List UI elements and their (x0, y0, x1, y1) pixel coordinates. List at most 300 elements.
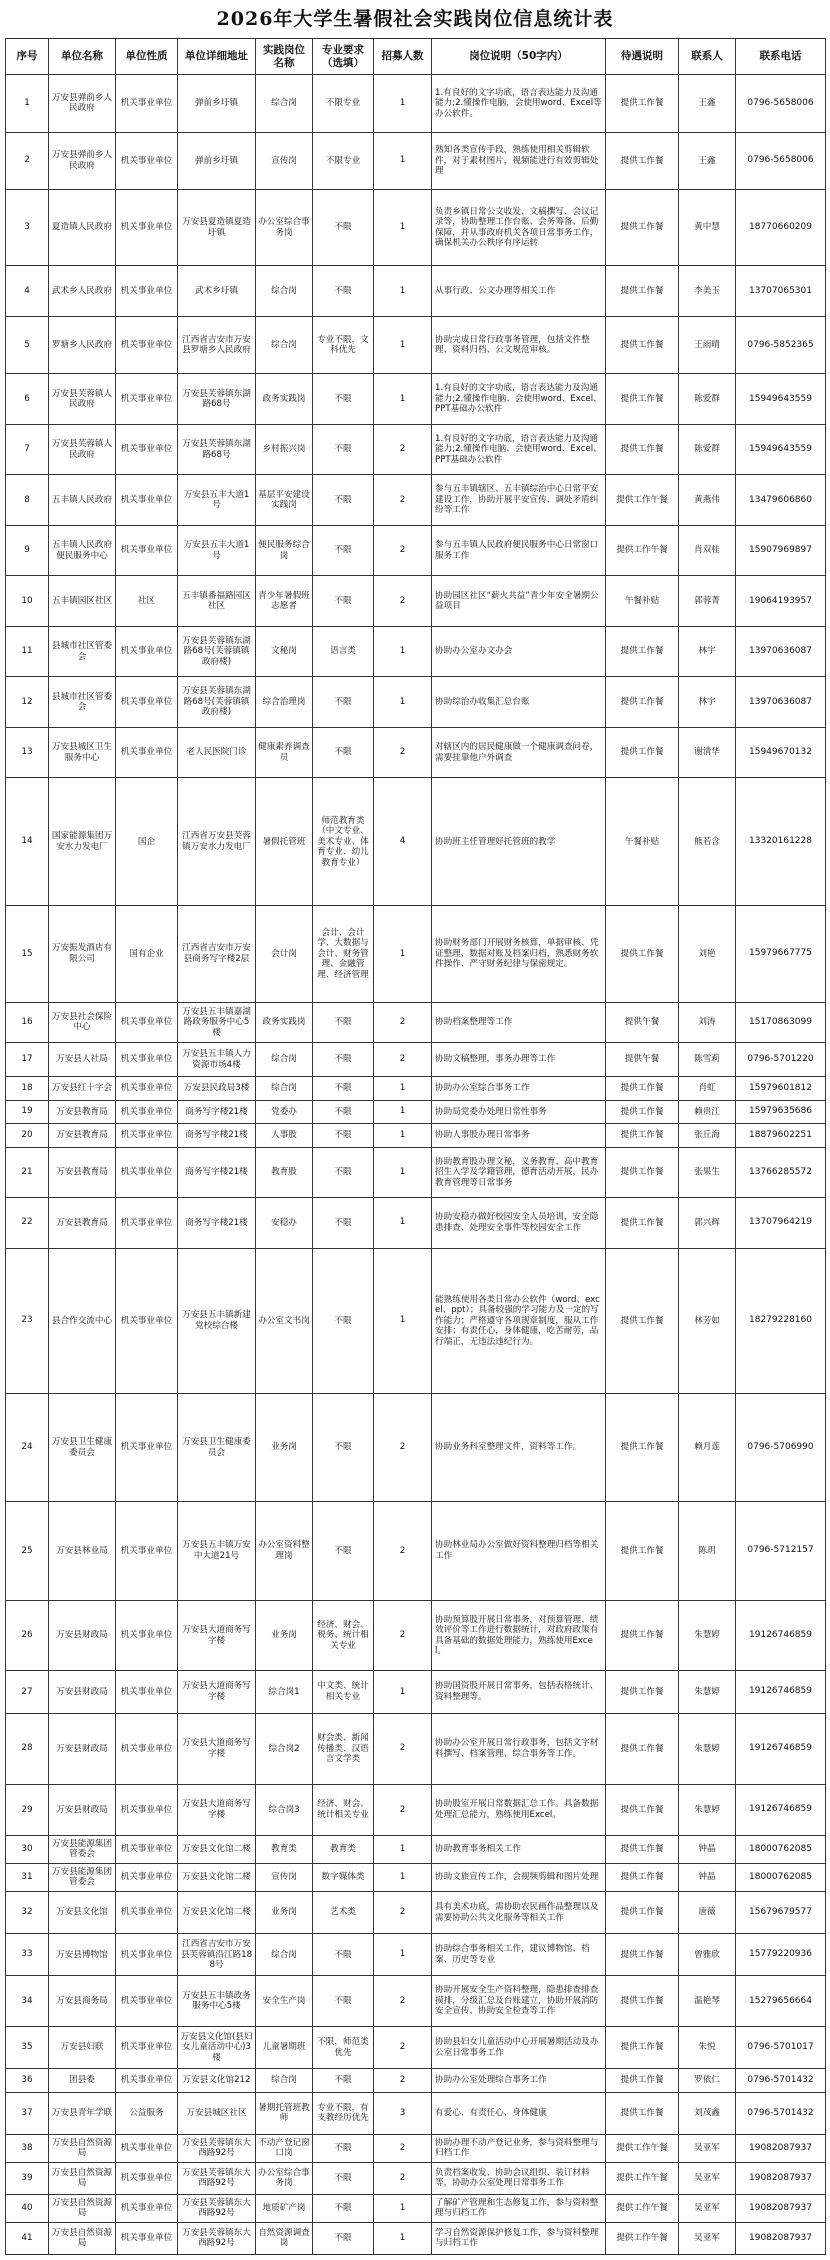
cell-address: 万安县卫生健康委员会 (178, 1394, 256, 1502)
cell-index: 14 (6, 778, 49, 906)
cell-description: 协助档案整理等工作 (432, 1002, 606, 1042)
cell-unit-name: 万安县财政局 (49, 1671, 116, 1713)
cell-unit-type: 机关事业单位 (116, 677, 178, 727)
cell-major: 不限专业 (313, 75, 374, 133)
cell-description: 协助安稳办做好校园安全人员培训，安全隐患排查、处理安全事件等校园安全工作 (432, 1198, 606, 1248)
cell-description: 协助县妇女儿童活动中心开展暑期活动及办公室日常事务工作 (432, 2026, 606, 2068)
cell-index: 15 (6, 906, 49, 1002)
cell-index: 6 (6, 374, 49, 424)
cell-unit-name: 万安县博物馆 (49, 1934, 116, 1976)
cell-address: 万安县芙蓉镇东大西路92号 (178, 2194, 256, 2222)
table-row (6, 190, 826, 266)
table-row (6, 1785, 826, 1835)
cell-benefits: 提供工作餐 (606, 2092, 679, 2134)
cell-benefits: 提供工作餐 (606, 1934, 679, 1976)
cell-contact: 朱悦 (679, 2026, 736, 2068)
cell-unit-type: 机关事业单位 (116, 1713, 178, 1785)
cell-benefits: 提供工作餐 (606, 1198, 679, 1248)
cell-major: 不限 (313, 1976, 374, 2026)
table-row (6, 2134, 826, 2162)
table-row (6, 424, 826, 474)
cell-benefits: 提供工作餐 (606, 1976, 679, 2026)
cell-address: 万安县文化馆二楼 (178, 1835, 256, 1863)
cell-benefits: 提供工作餐 (606, 75, 679, 133)
cell-description: 学习自然资源保护修复工作，参与资料整理与归档工作 (432, 2222, 606, 2254)
cell-unit-type: 机关事业单位 (116, 1502, 178, 1601)
cell-count: 1 (374, 374, 432, 424)
cell-benefits: 提供工作餐 (606, 1671, 679, 1713)
cell-index: 41 (6, 2222, 49, 2254)
cell-benefits: 提供工作餐 (606, 424, 679, 474)
cell-unit-type: 机关事业单位 (116, 1002, 178, 1042)
cell-unit-name: 国家能源集团万安水力发电厂 (49, 778, 116, 906)
cell-description: 负责档案收发、协助会议组织、装订材料等，协助办公室处理日常事务工作 (432, 2163, 606, 2195)
cell-benefits: 提供工作餐 (606, 1835, 679, 1863)
cell-index: 3 (6, 190, 49, 266)
cell-major: 会计、会计学、大数据与会计、财务管理、金融管理、经济管理 (313, 906, 374, 1002)
cell-position: 综合岗 (256, 266, 313, 316)
cell-address: 万安县大道商务写字楼 (178, 1671, 256, 1713)
column-header-description: 岗位说明（50字内） (432, 39, 606, 75)
column-header-unit-name: 单位名称 (49, 39, 116, 75)
cell-index: 29 (6, 1785, 49, 1835)
column-header-count: 招募人数 (374, 39, 432, 75)
cell-contact: 温艳琴 (679, 1976, 736, 2026)
cell-index: 9 (6, 525, 49, 575)
cell-description: 具有美术功底，需协助农民画作品整理以及需要协助公共文化服务等相关工作 (432, 1891, 606, 1933)
cell-index: 37 (6, 2092, 49, 2134)
table-row (6, 1835, 826, 1863)
cell-unit-name: 五丰镇园区社区 (49, 576, 116, 626)
table-row (6, 2163, 826, 2195)
cell-description: 协助局党委办处理日常性事务 (432, 1100, 606, 1123)
cell-count: 2 (374, 1394, 432, 1502)
cell-address: 商务写字楼21楼 (178, 1124, 256, 1147)
cell-address: 江西省吉安市万安县芙蓉镇沿江路188号 (178, 1934, 256, 1976)
cell-count: 1 (374, 75, 432, 133)
table-row (6, 1976, 826, 2026)
cell-unit-name: 万安县社会保险中心 (49, 1002, 116, 1042)
cell-unit-type: 机关事业单位 (116, 1671, 178, 1713)
cell-position: 安全生产岗 (256, 1976, 313, 2026)
cell-count: 2 (374, 2069, 432, 2092)
table-row (6, 2194, 826, 2222)
cell-description: 了解矿产管理和生态修复工作，参与资料整理与归档工作 (432, 2194, 606, 2222)
cell-unit-type: 机关事业单位 (116, 1124, 178, 1147)
cell-contact: 肖虹 (679, 1077, 736, 1100)
cell-index: 11 (6, 626, 49, 676)
cell-index: 30 (6, 1835, 49, 1863)
cell-address: 万安县五丰镇万安中大道21号 (178, 1502, 256, 1601)
cell-address: 万安县大道商务写字楼 (178, 1600, 256, 1670)
cell-major: 中文类、统计相关专业 (313, 1671, 374, 1713)
cell-position: 青少年暑假班志愿者 (256, 576, 313, 626)
column-header-address: 单位详细地址 (178, 39, 256, 75)
cell-unit-name: 万安县自然资源局 (49, 2163, 116, 2195)
cell-count: 1 (374, 1198, 432, 1248)
cell-description: 协助办公室综合事务工作 (432, 1077, 606, 1100)
cell-position: 业务岗 (256, 1394, 313, 1502)
cell-position: 政务实践岗 (256, 374, 313, 424)
cell-description: 从事行政、公文办理等相关工作 (432, 266, 606, 316)
cell-count: 2 (374, 1976, 432, 2026)
cell-contact: 王雨晴 (679, 316, 736, 374)
cell-index: 8 (6, 475, 49, 525)
cell-address: 万安县五丰镇政务服务中心5楼 (178, 1976, 256, 2026)
cell-unit-type: 机关事业单位 (116, 75, 178, 133)
table-row (6, 266, 826, 316)
cell-unit-type: 机关事业单位 (116, 1600, 178, 1670)
cell-phone: 13766285572 (736, 1147, 826, 1197)
cell-description: 负责乡镇日常公文收发、文稿撰写、会议记录等，协助整理工作台账、会务筹备、后勤保障，并从事政府机关各项日常事务工作，确保机关办公秩序有序运转 (432, 190, 606, 266)
cell-address: 万安县五丰镇人力资源市场4楼 (178, 1043, 256, 1077)
cell-position: 自然资源调查岗 (256, 2222, 313, 2254)
cell-unit-name: 万安县教育局 (49, 1124, 116, 1147)
cell-unit-type: 机关事业单位 (116, 1863, 178, 1891)
cell-benefits: 提供工作餐 (606, 1713, 679, 1785)
positions-table (5, 38, 826, 2255)
cell-major: 不限 (313, 2194, 374, 2222)
cell-contact: 王鑫 (679, 75, 736, 133)
cell-description: 协助办理不动产登记业务，参与资料整理与归档工作 (432, 2134, 606, 2162)
page-title: 2026年大学生暑假社会实践岗位信息统计表 (216, 8, 614, 30)
cell-description: 协助综治办收集汇总台账 (432, 677, 606, 727)
cell-position: 暑期托管班教师 (256, 2092, 313, 2134)
cell-benefits: 提供工作餐 (606, 1147, 679, 1197)
cell-count: 1 (374, 132, 432, 190)
cell-phone: 15779220936 (736, 1934, 826, 1976)
cell-position: 安稳办 (256, 1198, 313, 1248)
cell-address: 万安县芙蓉镇东大西路92号 (178, 2163, 256, 2195)
cell-phone: 19126746859 (736, 1713, 826, 1785)
cell-benefits: 提供工作餐 (606, 1891, 679, 1933)
cell-index: 4 (6, 266, 49, 316)
cell-benefits: 提供工作午餐 (606, 2163, 679, 2195)
cell-contact: 吴亚军 (679, 2163, 736, 2195)
cell-unit-type: 机关事业单位 (116, 1248, 178, 1394)
cell-address: 万安县文化馆212 (178, 2069, 256, 2092)
cell-major: 不限 (313, 1100, 374, 1123)
cell-phone: 18279228160 (736, 1248, 826, 1394)
cell-phone: 19126746859 (736, 1671, 826, 1713)
cell-position: 综合岗 (256, 316, 313, 374)
cell-unit-type: 机关事业单位 (116, 1043, 178, 1077)
cell-index: 22 (6, 1198, 49, 1248)
cell-position: 综合岗 (256, 75, 313, 133)
cell-major: 经济、财会、税务、统计相关专业 (313, 1600, 374, 1670)
table-row (6, 1394, 826, 1502)
table-row (6, 1147, 826, 1197)
cell-phone: 0796-5706990 (736, 1394, 826, 1502)
cell-major: 不限 (313, 727, 374, 777)
cell-unit-name: 万安县芙蓉镇人民政府 (49, 424, 116, 474)
cell-benefits: 提供工作餐 (606, 677, 679, 727)
cell-address: 江西省吉安市万安县罗塘乡人民政府 (178, 316, 256, 374)
cell-major: 专业不限，有支教经历优先 (313, 2092, 374, 2134)
cell-index: 33 (6, 1934, 49, 1976)
cell-contact: 朱慧婷 (679, 1713, 736, 1785)
cell-major: 不限 (313, 266, 374, 316)
cell-count: 2 (374, 1600, 432, 1670)
cell-description: 协助班主任管理好托管班的教学 (432, 778, 606, 906)
cell-index: 10 (6, 576, 49, 626)
column-header-position: 实践岗位名称 (256, 39, 313, 75)
cell-major: 财会类、新闻传播类、汉语言文学类 (313, 1713, 374, 1785)
cell-phone: 0796-5701432 (736, 2092, 826, 2134)
cell-count: 1 (374, 1671, 432, 1713)
table-row (6, 1077, 826, 1100)
cell-unit-name: 万安县教育局 (49, 1147, 116, 1197)
cell-major: 经济、财会、统计相关专业 (313, 1785, 374, 1835)
cell-count: 1 (374, 1147, 432, 1197)
cell-position: 会计岗 (256, 906, 313, 1002)
cell-description: 协助文旅宣传工作，会视频剪辑和图片处理 (432, 1863, 606, 1891)
cell-contact: 吴亚军 (679, 2134, 736, 2162)
cell-major: 不限 (313, 1002, 374, 1042)
cell-count: 1 (374, 1077, 432, 1100)
cell-benefits: 提供工作午餐 (606, 2194, 679, 2222)
cell-contact: 唐薇 (679, 1891, 736, 1933)
cell-count: 2 (374, 475, 432, 525)
cell-address: 老人民医院门诊 (178, 727, 256, 777)
cell-benefits: 提供工作餐 (606, 1502, 679, 1601)
cell-unit-type: 机关事业单位 (116, 132, 178, 190)
cell-description: 1.有良好的文字功底，语言表达能力及沟通能力;2.懂操作电脑、会使用word、Excel、PPT基础办公软件 (432, 424, 606, 474)
cell-benefits: 提供工作餐 (606, 1100, 679, 1123)
cell-contact: 熊若含 (679, 778, 736, 906)
cell-description: 参与五丰镇辖区、五丰镇综治中心日常平安建设工作，协助开展平安宣传、调处矛盾纠纷等工作 (432, 475, 606, 525)
cell-description: 1.有良好的文字功底，语言表达能力及沟通能力;2.懂操作电脑，会使用word、Excel等办公软件。 (432, 75, 606, 133)
cell-index: 18 (6, 1077, 49, 1100)
cell-major: 艺术类 (313, 1891, 374, 1933)
cell-address: 商务写字楼21楼 (178, 1198, 256, 1248)
cell-major: 不限 (313, 2163, 374, 2195)
cell-phone: 18000762085 (736, 1835, 826, 1863)
cell-contact: 罗依仁 (679, 2069, 736, 2092)
cell-position: 办公室文书岗 (256, 1248, 313, 1394)
cell-count: 1 (374, 677, 432, 727)
cell-index: 16 (6, 1002, 49, 1042)
cell-position: 综合岗1 (256, 1671, 313, 1713)
cell-index: 17 (6, 1043, 49, 1077)
cell-major: 不限 (313, 2222, 374, 2254)
cell-unit-name: 万安县红十字会 (49, 1077, 116, 1100)
cell-contact: 刘茂鑫 (679, 2092, 736, 2134)
cell-major: 不限 (313, 1147, 374, 1197)
cell-contact: 曾雅欣 (679, 1934, 736, 1976)
cell-unit-type: 机关事业单位 (116, 2194, 178, 2222)
cell-index: 34 (6, 1976, 49, 2026)
table-row (6, 1248, 826, 1394)
cell-position: 暑假托管班 (256, 778, 313, 906)
cell-contact: 刘涛 (679, 1002, 736, 1042)
cell-unit-type: 机关事业单位 (116, 1976, 178, 2026)
cell-unit-type: 机关事业单位 (116, 1934, 178, 1976)
cell-unit-type: 机关事业单位 (116, 190, 178, 266)
cell-description: 协助股室开展日常数据汇总工作。具备数据处理汇总能力，熟练使用Excel。 (432, 1785, 606, 1835)
cell-description: 参与五丰镇人民政府便民服务中心日常窗口服务工作 (432, 525, 606, 575)
cell-benefits: 提供工作餐 (606, 190, 679, 266)
cell-description: 熟知各类宣传手段，熟练使用相关剪辑软件，对于素材图片，视频能进行有效剪辑处理 (432, 132, 606, 190)
cell-unit-name: 万安县芙蓉镇人民政府 (49, 374, 116, 424)
cell-position: 综合岗 (256, 1934, 313, 1976)
cell-unit-name: 县城市社区管委会 (49, 626, 116, 676)
cell-contact: 吴亚军 (679, 2194, 736, 2222)
cell-phone: 13707065301 (736, 266, 826, 316)
cell-address: 商务写字楼21楼 (178, 1147, 256, 1197)
cell-phone: 19082087937 (736, 2222, 826, 2254)
cell-count: 1 (374, 2194, 432, 2222)
cell-count: 1 (374, 2222, 432, 2254)
cell-unit-name: 万安县卫生健康委员会 (49, 1394, 116, 1502)
cell-contact: 黄中慧 (679, 190, 736, 266)
cell-phone: 19082087937 (736, 2134, 826, 2162)
cell-benefits: 提供工作餐 (606, 1394, 679, 1502)
cell-major: 不限 (313, 2069, 374, 2092)
table-row (6, 1600, 826, 1670)
table-body (6, 75, 826, 2255)
cell-count: 3 (374, 2092, 432, 2134)
cell-description: 协助办公室处理综合事务工作 (432, 2069, 606, 2092)
cell-unit-type: 机关事业单位 (116, 1147, 178, 1197)
cell-contact: 陈玥 (679, 1502, 736, 1601)
table-row (6, 132, 826, 190)
cell-contact: 赖贵江 (679, 1100, 736, 1123)
table-row (6, 2222, 826, 2254)
cell-contact: 朱慧婷 (679, 1600, 736, 1670)
table-row (6, 677, 826, 727)
cell-unit-name: 万安县弹前乡人民政府 (49, 132, 116, 190)
cell-description: 协助教育事务相关工作 (432, 1835, 606, 1863)
cell-major: 不限 (313, 525, 374, 575)
cell-major: 师范教育类（中文专业、美术专业、体育专业、幼儿教育专业） (313, 778, 374, 906)
cell-unit-type: 社区 (116, 576, 178, 626)
table-row (6, 475, 826, 525)
cell-description: 协助人事股办理日常事务 (432, 1124, 606, 1147)
cell-position: 教育股 (256, 1147, 313, 1197)
cell-description: 协助办公室办文办会 (432, 626, 606, 676)
cell-position: 人事股 (256, 1124, 313, 1147)
cell-count: 1 (374, 626, 432, 676)
table-row (6, 1198, 826, 1248)
cell-unit-type: 机关事业单位 (116, 2163, 178, 2195)
cell-count: 2 (374, 525, 432, 575)
cell-benefits: 提供工作餐 (606, 1248, 679, 1394)
cell-unit-name: 夏造镇人民政府 (49, 190, 116, 266)
cell-unit-type: 机关事业单位 (116, 424, 178, 474)
cell-phone: 0796-5658006 (736, 132, 826, 190)
cell-phone: 19064193957 (736, 576, 826, 626)
cell-address: 万安县芙蓉镇东湖路68号 (178, 424, 256, 474)
cell-phone: 18000762085 (736, 1863, 826, 1891)
cell-index: 26 (6, 1600, 49, 1670)
cell-unit-type: 机关事业单位 (116, 1785, 178, 1835)
table-header-row (6, 39, 826, 75)
cell-index: 28 (6, 1713, 49, 1785)
table-row (6, 576, 826, 626)
cell-position: 儿童暑期班 (256, 2026, 313, 2068)
cell-phone: 0796-5658006 (736, 75, 826, 133)
cell-contact: 林芳如 (679, 1248, 736, 1394)
cell-index: 23 (6, 1248, 49, 1394)
cell-description: 有爱心、有责任心、身体健康 (432, 2092, 606, 2134)
cell-phone: 0796-5712157 (736, 1502, 826, 1601)
cell-benefits: 午餐补贴 (606, 576, 679, 626)
cell-contact: 陈雪莉 (679, 1043, 736, 1077)
cell-index: 36 (6, 2069, 49, 2092)
cell-unit-type: 机关事业单位 (116, 626, 178, 676)
column-header-phone: 联系电话 (736, 39, 826, 75)
cell-index: 1 (6, 75, 49, 133)
cell-index: 25 (6, 1502, 49, 1601)
cell-address: 江西省吉安市万安县商务写字楼2层 (178, 906, 256, 1002)
cell-count: 2 (374, 2026, 432, 2068)
cell-unit-type: 机关事业单位 (116, 525, 178, 575)
cell-count: 1 (374, 1863, 432, 1891)
table-row (6, 778, 826, 906)
cell-phone: 15979601812 (736, 1077, 826, 1100)
cell-unit-name: 罗塘乡人民政府 (49, 316, 116, 374)
cell-description: 协助国资股开展日常事务，包括表格统计、资料整理等。 (432, 1671, 606, 1713)
cell-contact: 张果生 (679, 1147, 736, 1197)
cell-unit-type: 机关事业单位 (116, 1891, 178, 1933)
cell-benefits: 提供午餐 (606, 1043, 679, 1077)
cell-unit-name: 万安县财政局 (49, 1785, 116, 1835)
cell-unit-type: 机关事业单位 (116, 1100, 178, 1123)
cell-description: 协助开展安全生产资料整理，隐患排查排查摸排，分级汇总及台账建立，协助开展消防安全宣传、协助安全检查等工作 (432, 1976, 606, 2026)
cell-phone: 13320161228 (736, 778, 826, 906)
cell-address: 万安县文化馆二楼 (178, 1891, 256, 1933)
cell-benefits: 提供工作餐 (606, 2069, 679, 2092)
cell-count: 2 (374, 727, 432, 777)
cell-major: 不限 (313, 576, 374, 626)
cell-position: 党委办 (256, 1100, 313, 1123)
cell-description: 协助财务部门开展财务核算，单据审核、凭证整理、数据对账及档案归档，熟悉财务软件操作、严守财务纪律与保密规定。 (432, 906, 606, 1002)
cell-address: 武术乡圩镇 (178, 266, 256, 316)
cell-contact: 钟晶 (679, 1835, 736, 1863)
cell-index: 21 (6, 1147, 49, 1197)
cell-major: 不限，师范类优先 (313, 2026, 374, 2068)
cell-phone: 13970636087 (736, 626, 826, 676)
cell-index: 20 (6, 1124, 49, 1147)
cell-unit-type: 机关事业单位 (116, 475, 178, 525)
cell-unit-type: 机关事业单位 (116, 1835, 178, 1863)
table-row (6, 2026, 826, 2068)
cell-count: 1 (374, 1934, 432, 1976)
cell-unit-name: 万安县财政局 (49, 1600, 116, 1670)
cell-unit-name: 万安振发酒店有限公司 (49, 906, 116, 1002)
cell-description: 协助文稿整理，事务办理等工作 (432, 1043, 606, 1077)
cell-contact: 谢清华 (679, 727, 736, 777)
cell-address: 万安县芙蓉镇东湖路68号(芙蓉镇镇政府楼) (178, 626, 256, 676)
cell-description: 协助业务科室整理文件，资料等工作。 (432, 1394, 606, 1502)
cell-description: 协助完成日常行政事务管理，包括文件整理、资料归档、公文规范审核。 (432, 316, 606, 374)
cell-count: 2 (374, 576, 432, 626)
cell-contact: 赖月莲 (679, 1394, 736, 1502)
cell-unit-type: 机关事业单位 (116, 316, 178, 374)
cell-count: 1 (374, 1100, 432, 1123)
cell-major: 不限 (313, 190, 374, 266)
cell-count: 2 (374, 1891, 432, 1933)
cell-benefits: 提供工作餐 (606, 1077, 679, 1100)
cell-address: 弹前乡圩镇 (178, 75, 256, 133)
cell-address: 商务写字楼21楼 (178, 1100, 256, 1123)
cell-unit-type: 机关事业单位 (116, 727, 178, 777)
cell-index: 2 (6, 132, 49, 190)
cell-index: 39 (6, 2163, 49, 2195)
cell-position: 政务实践岗 (256, 1002, 313, 1042)
cell-count: 2 (374, 1043, 432, 1077)
